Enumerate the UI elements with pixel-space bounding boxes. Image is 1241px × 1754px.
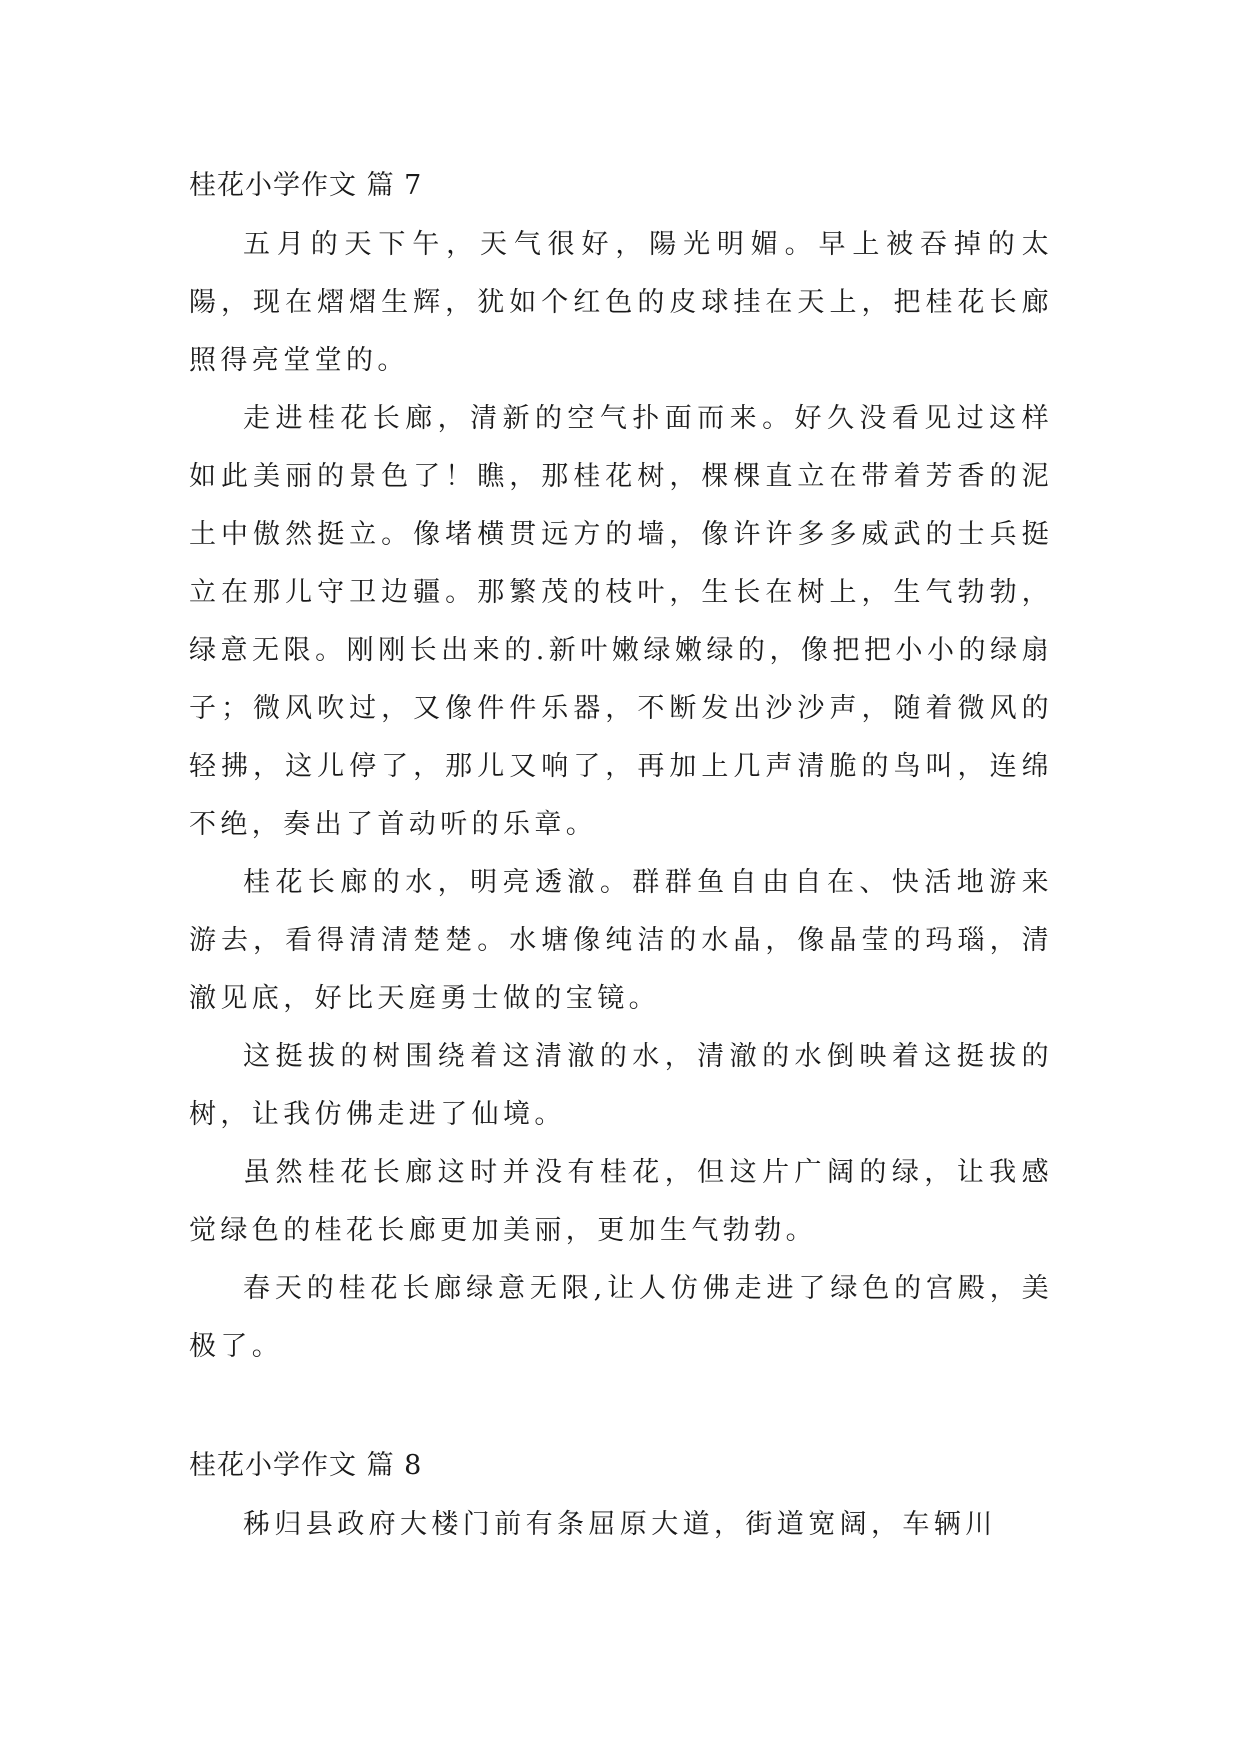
essay-paragraph: 春天的桂花长廊绿意无限,让人仿佛走进了绿色的宫殿，美极了。	[189, 1273, 1053, 1362]
essay-paragraph: 走进桂花长廊，清新的空气扑面而来。好久没看见过这样如此美丽的景色了！瞧，那桂花树，棵棵直立在带着芳香的泥土中傲然挺立。像堵横贯远方的墙，像许许多多威武的士兵挺立在那儿守卫边疆。那繁茂的枝叶，生长在树上，生气勃勃，绿意无限。刚刚长出来的.新叶嫩绿嫩绿的，像把把小小的绿扇子；微风吹过，又像件件乐器，不断发出沙沙声，随着微风的轻拂，这儿停了，那儿又响了，再加上几声清脆的鸟叫，连绵不绝，奏出了首动听的乐章。	[189, 403, 1053, 840]
section-spacer	[189, 1376, 1053, 1436]
essay-paragraph: 桂花长廊的水，明亮透澈。群群鱼自由自在、快活地游来游去，看得清清楚楚。水塘像纯洁的水晶，像晶莹的玛瑙，清澈见底，好比天庭勇士做的宝镜。	[189, 867, 1053, 1014]
essay-paragraph: 秭归县政府大楼门前有条屈原大道，街道宽阔，车辆川	[243, 1509, 997, 1540]
essay-title: 桂花小学作文 篇 8	[189, 1450, 423, 1481]
essay-paragraph: 这挺拔的树围绕着这清澈的水，清澈的水倒映着这挺拔的树，让我仿佛走进了仙境。	[189, 1041, 1053, 1130]
essay-paragraph: 虽然桂花长廊这时并没有桂花，但这片广阔的绿，让我感觉绿色的桂花长廊更加美丽，更加生气勃勃。	[189, 1157, 1053, 1246]
essay-paragraph: 五月的天下午，天气很好，陽光明媚。早上被吞掉的太陽，现在熠熠生辉，犹如个红色的皮球挂在天上，把桂花长廊照得亮堂堂的。	[189, 229, 1053, 376]
document-content	[189, 156, 1053, 1554]
essay-title: 桂花小学作文 篇 7	[189, 170, 423, 201]
